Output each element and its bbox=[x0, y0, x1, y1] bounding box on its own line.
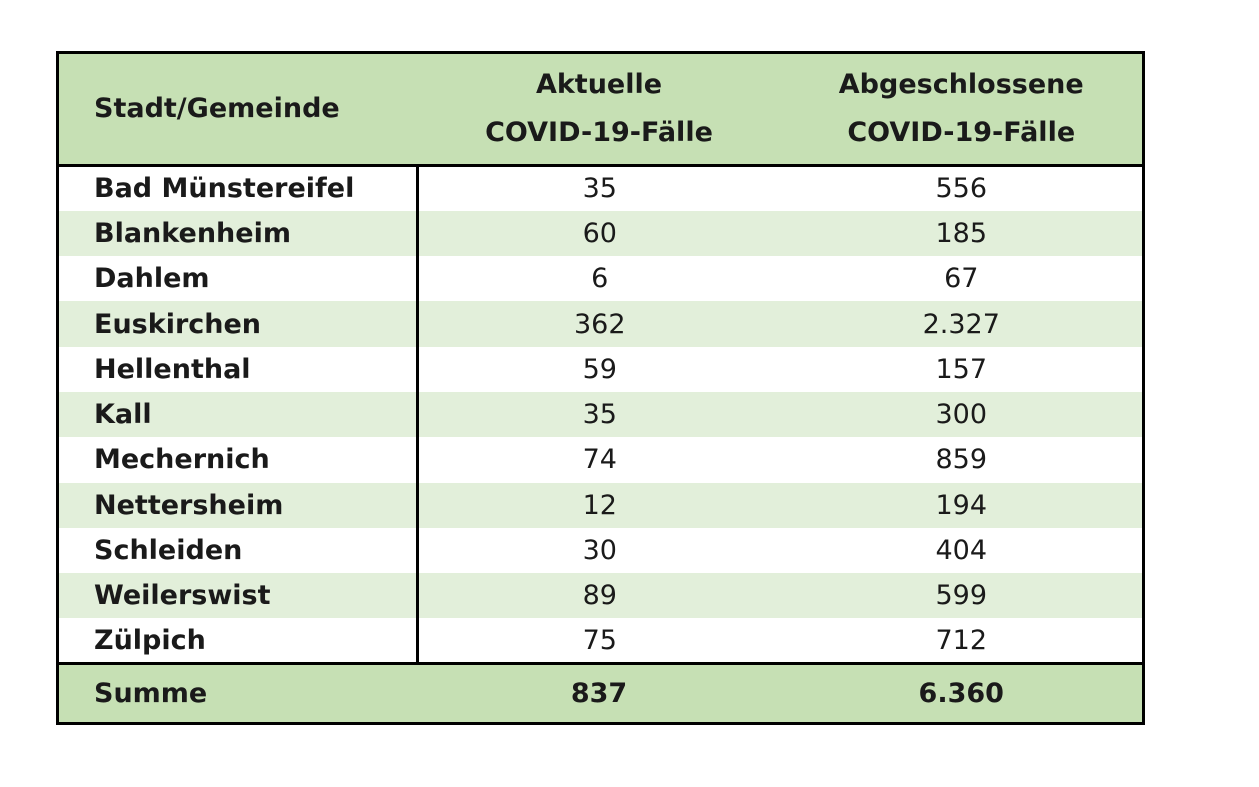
closed-cases-cell: 599 bbox=[935, 580, 988, 612]
city-cell: Kall bbox=[58, 392, 418, 437]
current-cases-cell: 74 bbox=[582, 444, 617, 476]
city-cell: Dahlem bbox=[58, 256, 418, 301]
current-cases-cell: 75 bbox=[582, 624, 617, 656]
city-cell: Euskirchen bbox=[58, 301, 418, 346]
closed-cases-cell: 185 bbox=[935, 217, 988, 249]
header-closed-line1: Abgeschlossene bbox=[838, 69, 1084, 100]
closed-cases-cell: 556 bbox=[935, 173, 988, 205]
table-row bbox=[58, 166, 1144, 211]
total-row bbox=[58, 664, 1144, 724]
header-current-line1: Aktuelle bbox=[535, 69, 663, 100]
table-footer bbox=[58, 664, 1144, 724]
city-cell: Mechernich bbox=[58, 437, 418, 482]
header-city-label: Stadt/Gemeinde bbox=[94, 93, 340, 124]
current-cases-cell: 59 bbox=[582, 353, 617, 385]
table-row bbox=[58, 528, 1144, 573]
closed-cases-cell: 859 bbox=[935, 444, 988, 476]
header-city bbox=[58, 53, 418, 166]
closed-cases-cell: 300 bbox=[935, 399, 988, 431]
header-current-cases bbox=[418, 53, 781, 166]
table-row bbox=[58, 573, 1144, 618]
current-cases-cell: 60 bbox=[582, 217, 617, 249]
current-cases-cell: 35 bbox=[582, 399, 617, 431]
table-body bbox=[58, 166, 1144, 664]
closed-cases-cell: 404 bbox=[935, 535, 988, 567]
city-cell: Nettersheim bbox=[58, 483, 418, 528]
covid-cases-table bbox=[56, 51, 1145, 725]
table-row bbox=[58, 347, 1144, 392]
city-cell: Weilerswist bbox=[58, 573, 418, 618]
current-cases-cell: 35 bbox=[582, 173, 617, 205]
total-label: Summe bbox=[58, 664, 418, 724]
closed-cases-cell: 194 bbox=[935, 489, 988, 521]
header-closed-cases bbox=[781, 53, 1144, 166]
city-cell: Blankenheim bbox=[58, 211, 418, 256]
city-cell: Schleiden bbox=[58, 528, 418, 573]
table-row bbox=[58, 301, 1144, 346]
table-row bbox=[58, 618, 1144, 663]
total-closed-cases: 6.360 bbox=[781, 664, 1144, 724]
table-row bbox=[58, 483, 1144, 528]
closed-cases-cell: 2.327 bbox=[922, 308, 1000, 340]
table-header bbox=[58, 53, 1144, 166]
table-row bbox=[58, 437, 1144, 482]
city-cell: Bad Münstereifel bbox=[58, 166, 418, 211]
table-row bbox=[58, 256, 1144, 301]
current-cases-cell: 30 bbox=[582, 535, 617, 567]
city-cell: Zülpich bbox=[58, 618, 418, 663]
current-cases-cell: 6 bbox=[591, 263, 609, 295]
city-cell: Hellenthal bbox=[58, 347, 418, 392]
header-current-line2: COVID-19-Fälle bbox=[485, 117, 713, 148]
current-cases-cell: 12 bbox=[582, 489, 617, 521]
current-cases-cell: 89 bbox=[582, 580, 617, 612]
closed-cases-cell: 157 bbox=[935, 353, 988, 385]
header-row bbox=[58, 53, 1144, 166]
table-row bbox=[58, 392, 1144, 437]
closed-cases-cell: 712 bbox=[935, 624, 988, 656]
header-closed-line2: COVID-19-Fälle bbox=[847, 117, 1076, 148]
total-current-cases: 837 bbox=[418, 664, 781, 724]
current-cases-cell: 362 bbox=[573, 308, 626, 340]
table-row bbox=[58, 211, 1144, 256]
closed-cases-cell: 67 bbox=[944, 263, 979, 295]
